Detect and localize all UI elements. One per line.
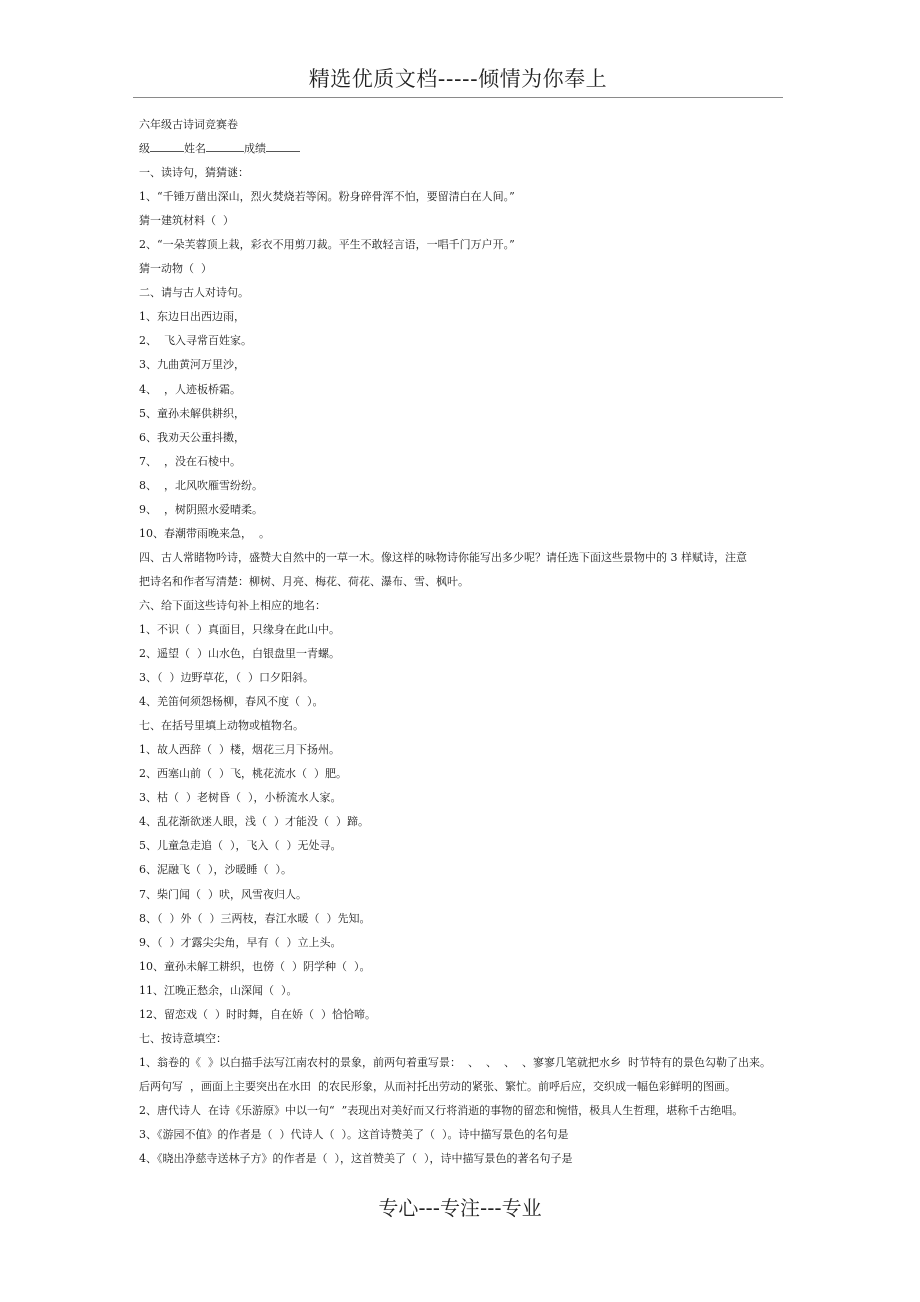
section-2-heading: 二、请与古人对诗句。 [139, 286, 249, 300]
section-7b-item: 2、唐代诗人 在诗《乐游原》中以一句“ ”表现出对美好而又行将消逝的事物的留恋和惋惜，极具人生哲理，堪称千古绝唱。 [139, 1103, 744, 1117]
header-title: 精选优质文档-----倾情为你奉上 [308, 67, 608, 91]
section-6-item: 2、遥望（ ）山水色，白银盘里一青螺。 [139, 647, 340, 661]
section-7a-item: 5、儿童急走追（ ），飞入（ ）无处寻。 [139, 839, 342, 853]
page-header [133, 62, 783, 98]
section-7a-item: 1、故人西辞（ ）楼，烟花三月下扬州。 [139, 743, 340, 757]
section-7a-heading: 七、在括号里填上动物或植物名。 [139, 719, 304, 733]
section-2-item: 2、 飞入寻常百姓家。 [139, 334, 252, 348]
name-blank [206, 139, 244, 152]
section-4-heading-line-1: 四、古人常睹物吟诗，盛赞大自然中的一草一木。像这样的咏物诗你能写出多少呢？请任选下面这些景物中的 3 样赋诗，注意 [139, 550, 747, 564]
section-7b-item: 4、《晓出净慈寺送林子方》的作者是（ ），这首赞美了（ ），诗中描写景色的著名句子是 [139, 1152, 573, 1166]
section-4-heading-line-2: 把诗名和作者写清楚：柳树、月亮、梅花、荷花、瀑布、雪、枫叶。 [139, 574, 469, 588]
section-7a-item: 8、（ ）外（ ）三两枝，春江水暖（ ）先知。 [139, 911, 371, 925]
class-blank [150, 139, 184, 152]
section-7b-item: 1、翁卷的《 》以白描手法写江南农村的景象，前两句着重写景： 、 、 、 、寥寥几笔就把水乡 时节特有的景色勾勒了出来。 [139, 1055, 771, 1069]
section-7a-item: 11、江晚正愁余，山深闻（ ）。 [139, 983, 298, 997]
section-6-item: 3、（ ）边野草花，（ ）口夕阳斜。 [139, 671, 314, 685]
section-2-item: 3、九曲黄河万里沙， [139, 358, 245, 372]
section-2-item: 10、春潮带雨晚来急， 。 [139, 526, 270, 540]
score-label: 成绩 [244, 142, 266, 156]
student-info-fields [139, 137, 799, 161]
score-blank [266, 139, 300, 152]
section-1-item: 猜一动物（ ） [139, 262, 212, 276]
section-7b-item: 3、《游园不值》的作者是（ ）代诗人（ ）。这首诗赞美了（ ）。诗中描写景色的名句是 [139, 1127, 569, 1141]
page-footer: 专心---专注---专业 [378, 1196, 542, 1220]
section-7a-item: 10、童孙未解工耕织，也傍（ ）阴学种（ ）。 [139, 959, 371, 973]
section-1-item: 1、“千锤万凿出深山，烈火焚烧若等闲。粉身碎骨浑不怕，要留清白在人间。” [139, 190, 515, 204]
class-label: 级 [139, 142, 150, 156]
section-1-item: 猜一建筑材料（ ） [139, 214, 234, 228]
section-1-item: 2、“一朵芙蓉顶上栽，彩衣不用剪刀裁。平生不敢轻言语，一唱千门万户开。” [139, 238, 515, 252]
section-7a-item: 4、乱花渐欲迷人眼，浅（ ）才能没（ ）蹄。 [139, 815, 369, 829]
section-7a-item: 9、（ ）才露尖尖角，早有（ ）立上头。 [139, 935, 342, 949]
section-2-item: 1、东边日出西边雨， [139, 310, 245, 324]
section-7a-item: 6、泥融飞（ ），沙暖睡（ ）。 [139, 863, 292, 877]
section-7a-item: 12、留恋戏（ ）时时舞，自在娇（ ）恰恰啼。 [139, 1007, 376, 1021]
section-7a-item: 7、柴门闻（ ）吠，风雪夜归人。 [139, 887, 307, 901]
doc-title: 六年级古诗词竞赛卷 [139, 118, 238, 131]
section-2-item: 4、 ，人迹板桥霜。 [139, 382, 241, 396]
name-label: 姓名 [184, 142, 206, 156]
section-2-item: 8、 ，北风吹雁雪纷纷。 [139, 478, 263, 492]
section-7a-item: 2、西塞山前（ ）飞，桃花流水（ ）肥。 [139, 767, 347, 781]
section-6-item: 4、羌笛何须怨杨柳，春风不度（ ）。 [139, 695, 324, 709]
section-2-item: 6、我劝天公重抖擞， [139, 430, 245, 444]
document-body [139, 113, 799, 1171]
section-6-item: 1、不识（ ）真面目，只缘身在此山中。 [139, 622, 340, 636]
section-6-heading: 六、给下面这些诗句补上相应的地名： [139, 598, 326, 612]
section-2-item: 9、 ，树阴照水爱晴柔。 [139, 502, 263, 516]
section-7a-item: 3、枯（ ）老树昏（ ），小桥流水人家。 [139, 791, 342, 805]
section-7b-item: 后两句写 ，画面上主要突出在水田 的农民形象，从而衬托出劳动的紧张、繁忙。前呼后应，交织成一幅色彩鲜明的图画。 [139, 1079, 736, 1093]
section-7b-heading: 七、按诗意填空： [139, 1031, 227, 1045]
section-2-item: 5、童孙未解供耕织， [139, 406, 245, 420]
section-2-item: 7、 ，没在石棱中。 [139, 454, 241, 468]
section-1-heading: 一、读诗句，猜猜谜： [139, 166, 249, 180]
